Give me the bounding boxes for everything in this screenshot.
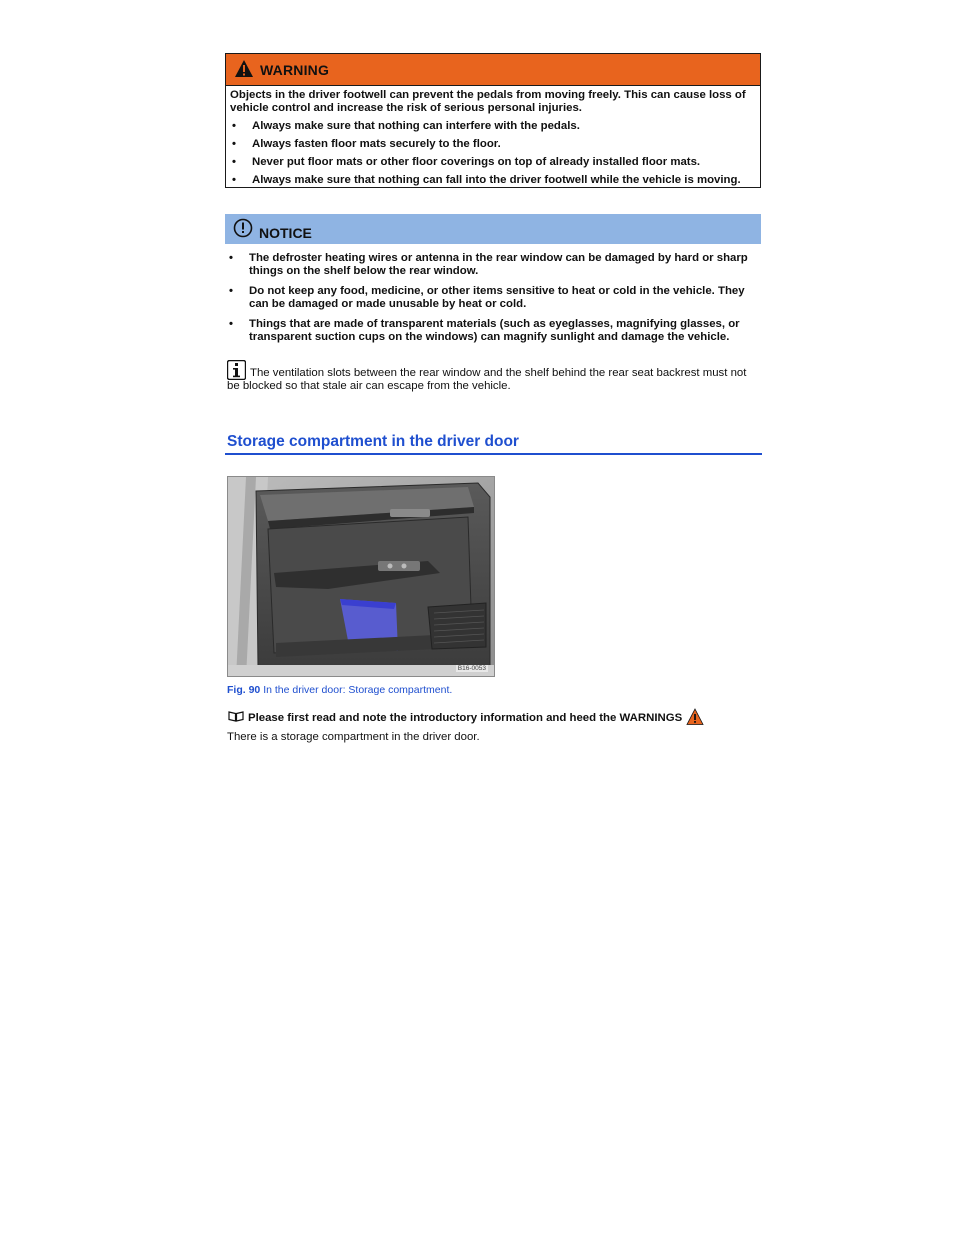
figure-code: B16-0053: [457, 665, 486, 672]
list-item: [230, 138, 758, 151]
figure-caption: [227, 684, 452, 696]
bullet-icon: •: [232, 174, 236, 186]
bullet-icon: •: [232, 156, 236, 168]
bullet-text: The defroster heating wires or antenna in the rear window can be damaged by hard or sharp things on the shelf below the rear window.: [249, 252, 748, 277]
notice-title: NOTICE: [259, 225, 312, 241]
list-item: [230, 120, 758, 133]
list-item: [227, 318, 761, 344]
warning-triangle-icon: [234, 59, 254, 78]
body-text: There is a storage compartment in the driver door.: [227, 731, 480, 743]
warning-body: [230, 89, 758, 192]
exclamation-circle-icon: [233, 218, 253, 238]
warning-title: WARNING: [260, 62, 330, 78]
bullet-text: Never put floor mats or other floor coverings on top of already installed floor mats.: [252, 156, 701, 168]
bullet-icon: •: [229, 285, 233, 297]
intro-line: [227, 708, 761, 726]
info-paragraph: [227, 360, 761, 393]
bullet-icon: •: [229, 252, 233, 264]
door-figure: [227, 476, 495, 677]
warning-header: [226, 54, 760, 86]
warning-intro: Objects in the driver footwell can prevent the pedals from moving freely. This can cause loss of vehicle control and increase the risk of serious personal injuries.: [230, 89, 746, 114]
info-text: The ventilation slots between the rear window and the shelf behind the rear seat backrest must not be blocked so that stale air can escape from the vehicle.: [227, 367, 747, 392]
figure-caption-text: In the driver door: Storage compartment.: [263, 684, 453, 696]
bullet-text: Things that are made of transparent materials (such as eyeglasses, magnifying glasses, or transparent suction cups on the windows) can magnify sunlight and damage the vehicle.: [249, 318, 740, 343]
notice-body: [227, 252, 761, 351]
list-item: [227, 252, 761, 278]
intro-text[interactable]: Please first read and note the introductory information and heed the WARNINGS: [248, 712, 683, 724]
bullet-icon: •: [232, 138, 236, 150]
list-item: [227, 285, 761, 311]
bullet-text: Always fasten floor mats securely to the floor.: [252, 138, 501, 150]
figure-label: Fig. 90: [227, 684, 261, 696]
bullet-text: Always make sure that nothing can interfere with the pedals.: [252, 120, 580, 132]
warning-box: [225, 53, 761, 188]
book-icon: [228, 711, 244, 722]
section-divider: [225, 453, 762, 455]
bullet-text: Always make sure that nothing can fall into the driver footwell while the vehicle is moving.: [252, 174, 741, 186]
info-icon: [227, 360, 246, 380]
door-illustration: [228, 477, 495, 677]
notice-header: [225, 214, 761, 244]
section-title: Storage compartment in the driver door: [227, 433, 519, 450]
list-item: [230, 174, 758, 187]
bullet-text: Do not keep any food, medicine, or other items sensitive to heat or cold in the vehicle. They can be damaged or made unusable by heat or cold.: [249, 285, 745, 310]
warning-triangle-icon[interactable]: [686, 708, 704, 726]
list-item: [230, 156, 758, 169]
bullet-icon: •: [229, 318, 233, 330]
bullet-icon: •: [232, 120, 236, 132]
